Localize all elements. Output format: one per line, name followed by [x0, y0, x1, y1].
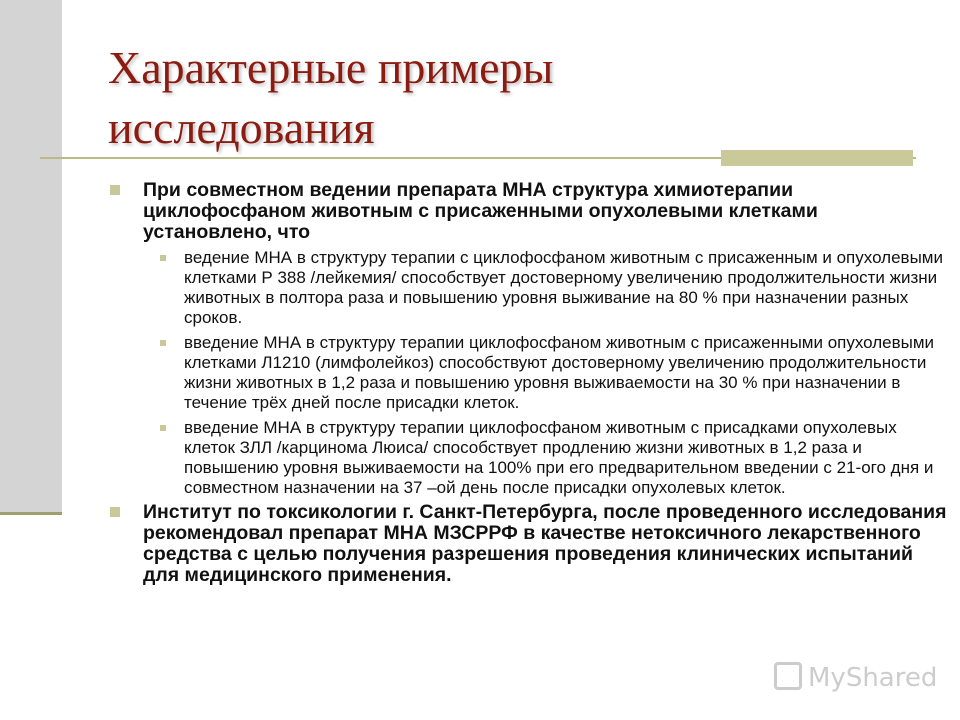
side-bar [0, 0, 62, 512]
sub-bullet-2 [110, 333, 950, 413]
small-square-bullet-icon [160, 340, 166, 346]
bullet-1-text: При совместном ведении препарата МНА структура химиотерапии циклофосфаном животным с присаженными опухолевыми клетками установлено, что [143, 179, 818, 243]
square-bullet-icon [110, 507, 120, 517]
watermark-text: MyShared [808, 663, 938, 693]
sub-bullet-3-text: введение МНА в структуру терапии циклофосфаном животным с присадками опухолевых клеток ЗЛЛ /карцинома Люиса/ способствует продлению жизни животных в 1,2 раза и повышению уровня выживаемости на 100% при его предварительном введении с 21-ого дня и совместном назначении на 37 –ой день после присадки опухолевых клеток. [184, 418, 934, 497]
sub-bullet-3 [110, 418, 950, 498]
bullet-2-text: Институт по токсикологии г. Санкт-Петербурга, после проведенного исследования рекомендовал препарат МНА МЗСРРФ в качестве нетоксичного лекарственного средства с целью получения разрешения проведения клинических испытаний для медицинского применения. [143, 501, 947, 586]
slide-title [108, 38, 908, 158]
title-line-2: исследования [108, 102, 375, 153]
watermark [774, 662, 937, 693]
small-square-bullet-icon [160, 425, 166, 431]
sub-bullet-1-text: ведение МНА в структуру терапии с циклофосфаном животным с присаженным и опухолевыми клетками Р 388 /лейкемия/ способствует достоверному увеличению продолжительности жизни животных в полтора раза и повышению уровня выживание на 80 % при назначении разных сроков. [184, 248, 943, 327]
small-square-bullet-icon [160, 255, 166, 261]
slide-content [110, 180, 950, 586]
bullet-1 [110, 180, 950, 243]
title-line-1: Характерные примеры [108, 42, 554, 93]
sub-bullet-2-text: введение МНА в структуру терапии циклофосфаном животным с присаженными опухолевыми клетками Л1210 (лимфолейкоз) способствуют достоверному увеличению продолжительности жизни животных в 1,2 раза и повышению уровня выживаемости на 30 % при назначении в течение трёх дней после присадки клеток. [184, 333, 935, 412]
square-bullet-icon [110, 185, 120, 195]
bullet-2 [110, 502, 950, 586]
watermark-logo-icon [774, 662, 802, 690]
side-bar-edge [0, 512, 62, 515]
title-divider-accent [721, 150, 913, 166]
sub-bullet-1 [110, 248, 950, 328]
